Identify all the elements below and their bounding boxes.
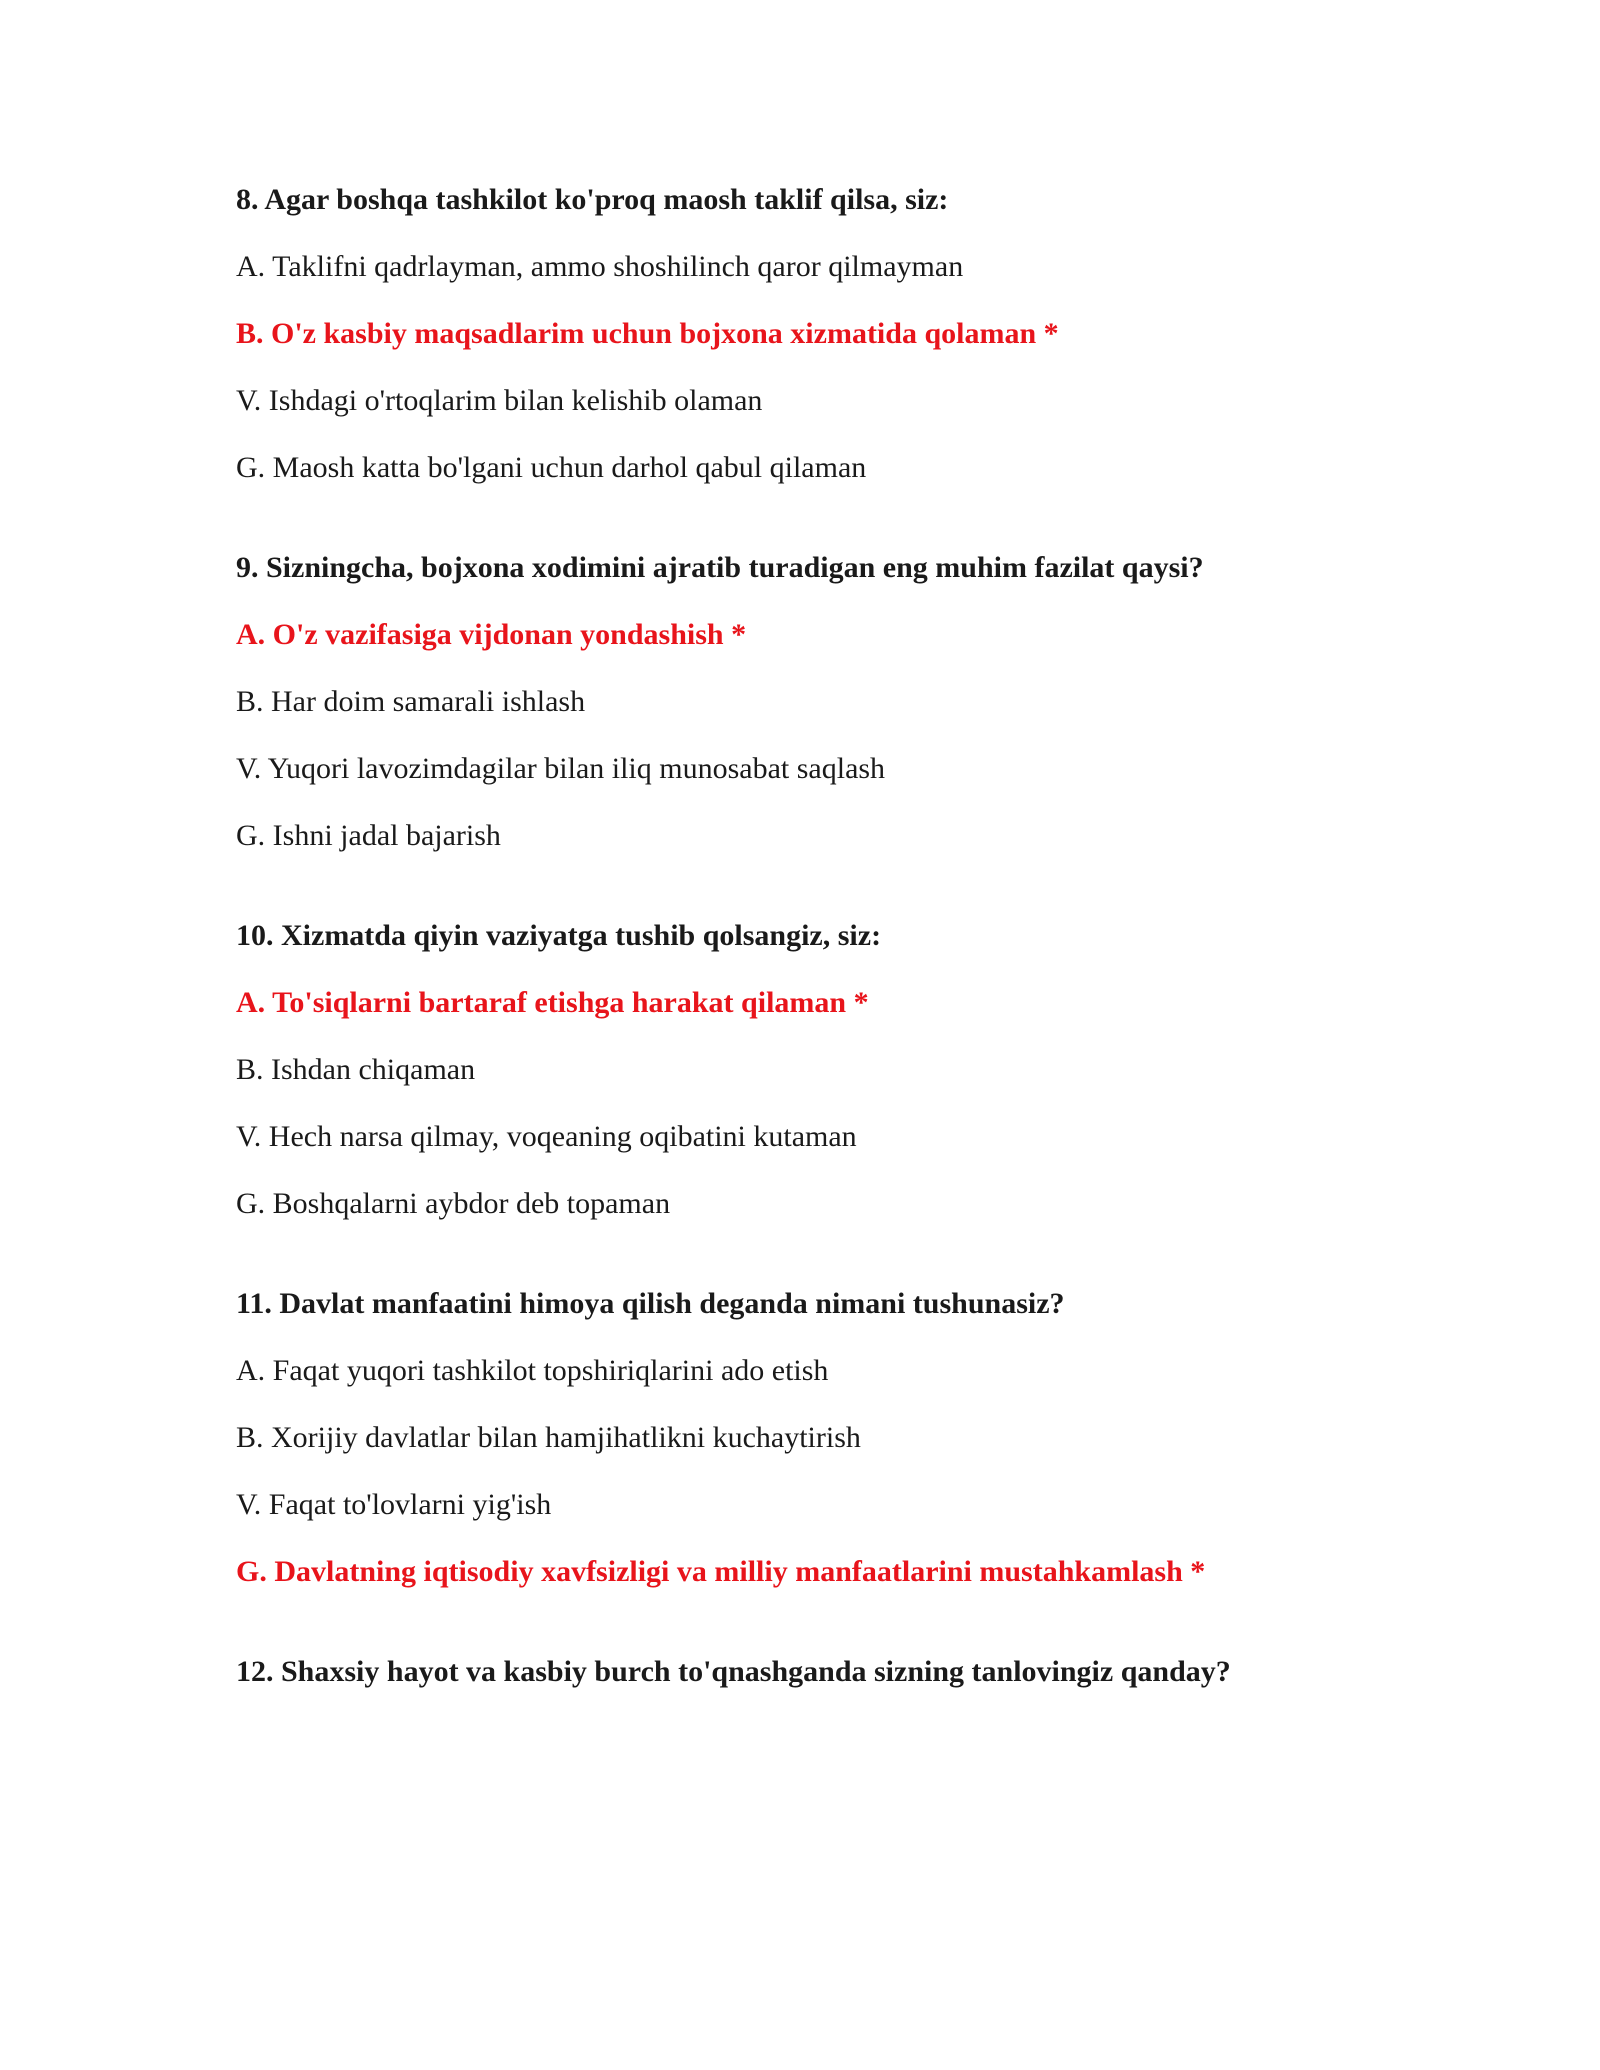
- question-title: 9. Sizningcha, bojxona xodimini ajratib turadigan eng muhim fazilat qaysi?: [236, 551, 1204, 584]
- answer-option: B. Xorijiy davlatlar bilan hamjihatlikni kuchaytirish: [236, 1421, 861, 1454]
- question-title: 10. Xizmatda qiyin vaziyatga tushib qolsangiz, siz:: [236, 919, 882, 952]
- question-title: 8. Agar boshqa tashkilot ko'proq maosh taklif qilsa, siz:: [236, 183, 949, 216]
- answer-option: B. Har doim samarali ishlash: [236, 685, 586, 718]
- answer-option-correct: G. Davlatning iqtisodiy xavfsizligi va milliy manfaatlarini mustahkamlash *: [236, 1555, 1206, 1588]
- answer-option: V. Hech narsa qilmay, voqeaning oqibatini kutaman: [236, 1120, 857, 1153]
- answer-option: A. Faqat yuqori tashkilot topshiriqlarini ado etish: [236, 1354, 829, 1387]
- question-block-11: [236, 1286, 1436, 1590]
- answer-option: B. Ishdan chiqaman: [236, 1053, 476, 1086]
- question-title: 12. Shaxsiy hayot va kasbiy burch to'qnashganda sizning tanlovingiz qanday?: [236, 1655, 1231, 1688]
- answer-option: G. Boshqalarni aybdor deb topaman: [236, 1187, 671, 1220]
- answer-option: G. Maosh katta bo'lgani uchun darhol qabul qilaman: [236, 451, 867, 484]
- question-block-8: [236, 182, 1436, 486]
- answer-option: V. Ishdagi o'rtoqlarim bilan kelishib olaman: [236, 384, 763, 417]
- document-page: [236, 182, 1436, 1754]
- question-title: 11. Davlat manfaatini himoya qilish deganda nimani tushunasiz?: [236, 1287, 1065, 1320]
- answer-option: G. Ishni jadal bajarish: [236, 819, 501, 852]
- answer-option: A. Taklifni qadrlayman, ammo shoshilinch qaror qilmayman: [236, 250, 964, 283]
- answer-option-correct: A. To'siqlarni bartaraf etishga harakat qilaman *: [236, 986, 869, 1019]
- answer-option: V. Faqat to'lovlarni yig'ish: [236, 1488, 552, 1521]
- answer-option-correct: B. O'z kasbiy maqsadlarim uchun bojxona xizmatida qolaman *: [236, 317, 1059, 350]
- answer-option-correct: A. O'z vazifasiga vijdonan yondashish *: [236, 618, 747, 651]
- answer-option: V. Yuqori lavozimdagilar bilan iliq munosabat saqlash: [236, 752, 886, 785]
- question-block-10: [236, 918, 1436, 1222]
- question-block-12: [236, 1654, 1436, 1690]
- question-block-9: [236, 550, 1436, 854]
